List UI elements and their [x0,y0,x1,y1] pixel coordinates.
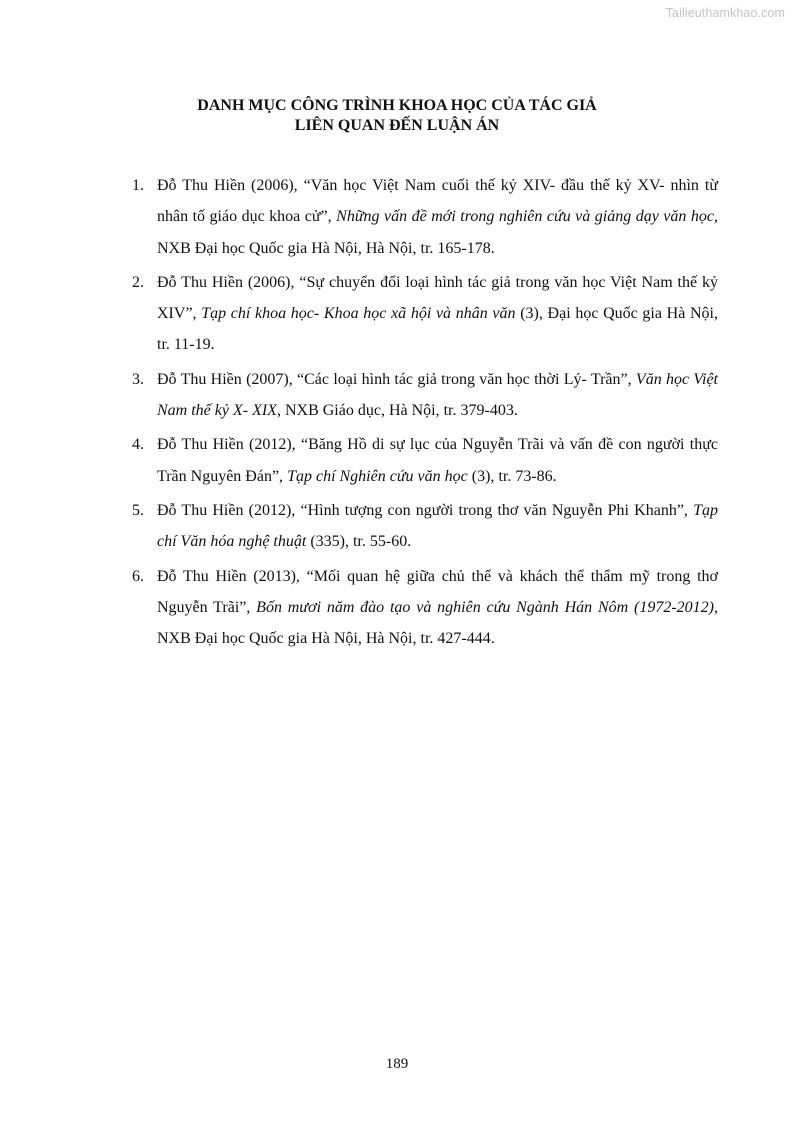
reference-source: Bốn mươi năm đào tạo và nghiên cứu Ngành Hán Nôm (1972-2012) [256,598,714,616]
page-number: 189 [385,1056,409,1072]
reference-item-6 [132,561,718,655]
reference-text: Đỗ Thu Hiền (2012), “Hình tượng con người trong thơ văn Nguyễn Phi Khanh”, [157,501,694,519]
title-line-1: DANH MỤC CÔNG TRÌNH KHOA HỌC CỦA TÁC GIẢ [197,97,597,114]
reference-item-4 [132,429,718,492]
reference-item-1 [132,170,718,264]
reference-details: (335), tr. 55-60. [306,533,412,551]
reference-text: Đỗ Thu Hiền (2007), “Các loại hình tác giả trong văn học thời Lý- Trần”, [157,370,636,388]
reference-details: , NXB Đại học Quốc gia Hà Nội, Hà Nội, tr. 427-444. [157,598,718,648]
reference-details: (3), tr. 73-86. [467,467,557,485]
reference-source: Tạp chí khoa học- Khoa học xã hội và nhân văn [201,305,516,323]
reference-item-2 [132,267,718,361]
reference-source: Tạp chí Văn hóa nghệ thuật [157,501,718,551]
reference-details: , NXB Đại học Quốc gia Hà Nội, Hà Nội, tr. 165-178. [157,208,719,257]
reference-source: Văn học Việt Nam thế kỷ X- XIX [157,370,718,420]
reference-number: 1. [132,177,144,194]
page-title [0,96,794,136]
reference-text: Đỗ Thu Hiền (2006), “Sự chuyển đổi loại hình tác giả trong văn học Việt Nam thế kỷ XIV”, [157,273,718,323]
reference-number: 3. [132,370,144,388]
reference-text: Đỗ Thu Hiền (2006), “Văn học Việt Nam cuối thế kỷ XIV- đầu thế kỷ XV- nhìn từ nhân tố giáo dục khoa cử”, [157,177,718,226]
reference-source: Những vấn đề mới trong nghiên cứu và giảng dạy văn học [336,208,715,226]
reference-text: Đỗ Thu Hiền (2013), “Mối quan hệ giữa chủ thể và khách thể thẩm mỹ trong thơ Nguyễn Trãi”, [157,567,718,616]
reference-details: , NXB Giáo dục, Hà Nội, tr. 379-403. [276,402,518,420]
reference-item-3 [132,364,718,427]
watermark: Tailieuthamkhao.com [665,6,785,20]
title-line-2: LIÊN QUAN ĐẾN LUẬN ÁN [294,117,500,134]
reference-details: (3), Đại học Quốc gia Hà Nội, tr. 11-19. [157,305,718,354]
reference-list [132,170,718,657]
reference-number: 4. [132,436,144,454]
reference-number: 6. [132,567,144,585]
reference-item-5 [132,495,718,558]
reference-text: Đỗ Thu Hiền (2012), “Băng Hồ di sự lục của Nguyễn Trãi và vấn đề con người thực Trần Nguyên Đán”, [157,436,718,485]
reference-number: 2. [132,273,144,291]
reference-source: Tạp chí Nghiên cứu văn học [287,467,468,485]
reference-number: 5. [132,501,144,519]
